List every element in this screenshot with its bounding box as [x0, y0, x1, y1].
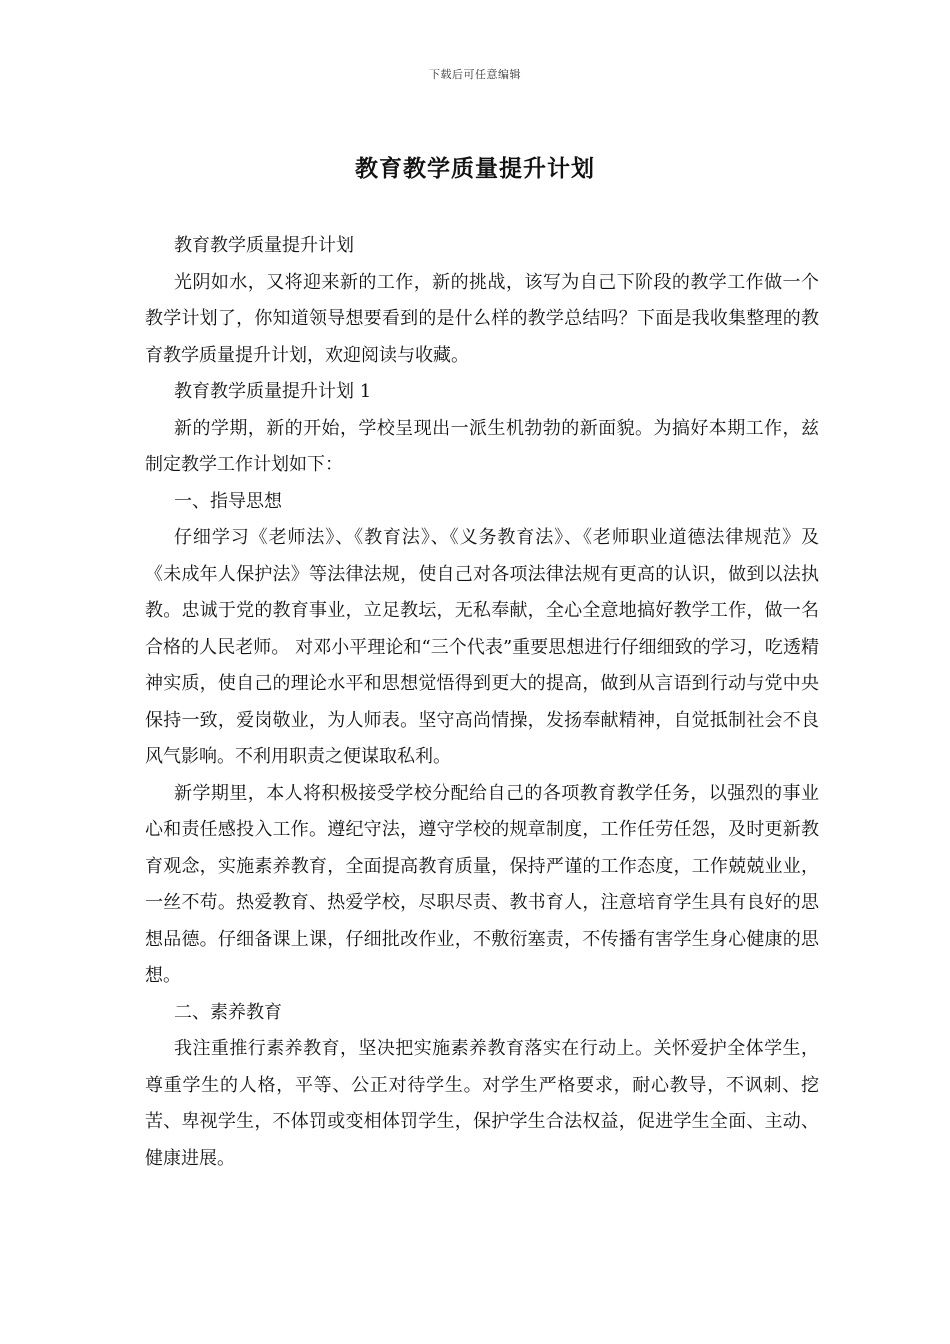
section-heading: 二、素养教育: [174, 1001, 282, 1023]
paragraph: 新学期里，本人将积极接受学校分配给自己的各项教育教学任务，以强烈的事业心和责任感投入工作。遵纪守法，遵守学校的规章制度，工作任劳任怨，及时更新教育观念，实施素养教育，全面提高教育质量，保持严谨的工作态度，工作兢兢业业，一丝不苟。热爱教育、热爱学校，尽职尽责、教书育人，注意培育学生具有良好的思想品德。仔细备课上课，仔细批改作业，不敷衍塞责，不传播有害学生身心健康的思想。: [145, 782, 819, 986]
paragraph: 我注重推行素养教育，坚决把实施素养教育落实在行动上。关怀爱护全体学生，尊重学生的人格，平等、公正对待学生。对学生严格要求，耐心教导，不讽刺、挖苦、卑视学生，不体罚或变相体罚学生，保护学生合法权益，促进学生全面、主动、健康进展。: [145, 1038, 819, 1169]
document-title: 教育教学质量提升计划: [355, 155, 595, 182]
document-body: [145, 228, 819, 1177]
section-heading: 教育教学质量提升计划 1: [174, 381, 372, 402]
section-heading: 一、指导思想: [174, 490, 282, 512]
paragraph: 新的学期，新的开始，学校呈现出一派生机勃勃的新面貌。为搞好本期工作，兹制定教学工作计划如下：: [145, 417, 819, 475]
header-note: 下载后可任意编辑: [429, 68, 521, 81]
paragraph: 光阴如水，又将迎来新的工作，新的挑战，该写为自己下阶段的教学工作做一个教学计划了，你知道领导想要看到的是什么样的教学总结吗？下面是我收集整理的教育教学质量提升计划，欢迎阅读与收藏。: [145, 271, 819, 366]
paragraph: 教育教学质量提升计划: [174, 235, 354, 256]
paragraph: 仔细学习《老师法》、《教育法》、《义务教育法》、《老师职业道德法律规范》及《未成年人保护法》等法律法规，使自己对各项法律法规有更高的认识，做到以法执教。忠诚于党的教育事业，立足教坛，无私奉献，全心全意地搞好教学工作，做一名合格的人民老师。 对邓小平理论和“三个代表”重要思想进行仔细细致的学习，吃透精神实质，使自己的理论水平和思想觉悟得到更大的提高，做到从言语到行动与党中央保持一致，爱岗敬业，为人师表。坚守高尚情操，发扬奉献精神，自觉抵制社会不良风气影响。不利用职责之便谋取私利。: [145, 527, 819, 767]
